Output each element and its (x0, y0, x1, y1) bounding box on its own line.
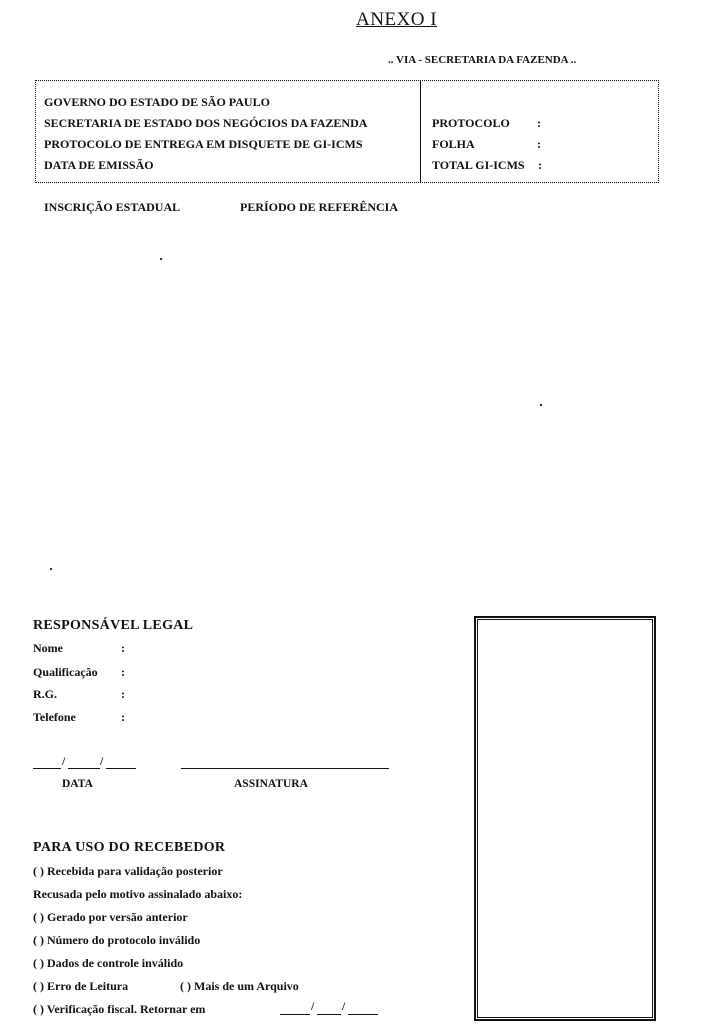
return-month-line (317, 1014, 341, 1015)
header-line-government: GOVERNO DO ESTADO DE SÃO PAULO (44, 95, 270, 109)
date-separator: / (100, 756, 104, 768)
inscricao-estadual-label: INSCRIÇÃO ESTADUAL (44, 200, 181, 214)
recebida-option: ( ) Recebida para validação posterior (33, 864, 223, 878)
recebedor-title: PARA USO DO RECEBEDOR (33, 840, 226, 855)
responsavel-legal-title: RESPONSÁVEL LEGAL (33, 618, 194, 633)
scan-speck (160, 258, 162, 260)
header-divider (420, 80, 421, 183)
header-line-secretaria: SECRETARIA DE ESTADO DOS NEGÓCIOS DA FAZENDA (44, 116, 368, 130)
date-year-line (106, 768, 136, 769)
scan-speck (540, 404, 542, 406)
reason-erro-leitura: ( ) Erro de Leitura (33, 979, 129, 993)
field-nome-label: Nome (33, 641, 63, 655)
recusada-label: Recusada pelo motivo assinalado abaixo: (33, 887, 243, 901)
document-title: ANEXO I (356, 9, 438, 30)
field-qualificacao-label: Qualificação (33, 665, 98, 679)
return-separator: / (342, 1001, 346, 1013)
field-nome-colon: : (121, 641, 125, 655)
document-via: .. VIA - SECRETARIA DA FAZENDA .. (388, 54, 577, 66)
return-separator: / (311, 1001, 315, 1013)
field-rg-colon: : (121, 687, 125, 701)
periodo-referencia-label: PERÍODO DE REFERÊNCIA (240, 200, 399, 214)
header-field-folha: FOLHA (432, 137, 475, 151)
stamp-box-inner (477, 619, 653, 1018)
header-field-protocolo: PROTOCOLO (432, 116, 510, 130)
header-line-protocolo-entrega: PROTOCOLO DE ENTREGA EM DISQUETE DE GI-ICMS (44, 137, 363, 151)
return-day-line (280, 1014, 310, 1015)
header-field-total: TOTAL GI-ICMS (432, 158, 525, 172)
field-rg-label: R.G. (33, 687, 57, 701)
date-label: DATA (62, 778, 93, 790)
scan-speck (50, 568, 52, 570)
reason-versao-anterior: ( ) Gerado por versão anterior (33, 910, 188, 924)
reason-verificacao-fiscal: ( ) Verificação fiscal. Retornar em (33, 1002, 206, 1016)
reason-mais-de-um-arquivo: ( ) Mais de um Arquivo (180, 979, 299, 993)
date-month-line (68, 768, 100, 769)
field-telefone-colon: : (121, 710, 125, 724)
header-field-protocolo-colon: : (537, 116, 541, 130)
reason-protocolo-invalido: ( ) Número do protocolo inválido (33, 933, 201, 947)
return-year-line (348, 1014, 378, 1015)
field-telefone-label: Telefone (33, 710, 76, 724)
header-field-folha-colon: : (537, 137, 541, 151)
field-qualificacao-colon: : (121, 665, 125, 679)
date-day-line (33, 768, 61, 769)
reason-dados-controle: ( ) Dados de controle inválido (33, 956, 184, 970)
date-separator: / (62, 756, 66, 768)
header-field-total-colon: : (538, 158, 542, 172)
signature-line (181, 768, 389, 769)
header-line-data-emissao: DATA DE EMISSÃO (44, 158, 154, 172)
signature-label: ASSINATURA (234, 778, 308, 790)
